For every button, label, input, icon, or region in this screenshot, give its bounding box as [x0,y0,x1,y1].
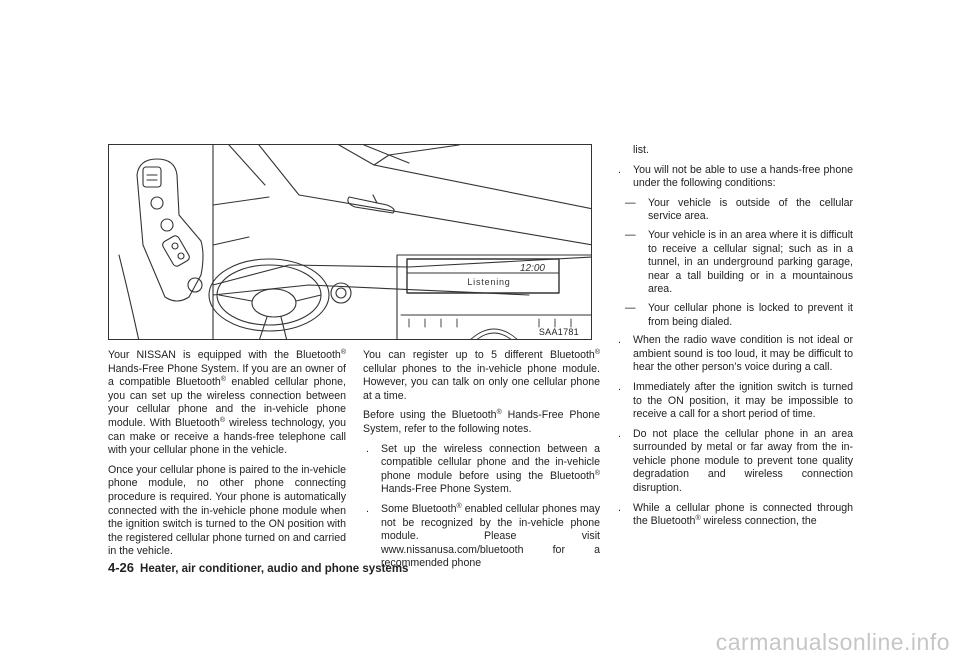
figure-code: SAA1781 [538,327,579,337]
section-title: Heater, air conditioner, audio and phone systems [140,563,409,575]
dashboard-illustration [109,145,592,340]
illustration-figure [108,144,592,340]
list-item: . When the radio wave condition is not ideal or ambient sound is too loud, it may be difficult to hear the other person’s voice during a call. [618,334,853,374]
sub-list-item: — Your vehicle is in an area where it is difficult to receive a cellular signal; such as in a tunnel, in an underground parking garage, near a tall building or in a mountainous area. [625,228,853,296]
list-item: . While a cellular phone is connected through the Bluetooth® wireless connection, the [618,501,853,528]
register-paragraph: You can register up to 5 different Bluetooth® cellular phones to the in-vehicle phone module. However, you can talk on only one cellular phone at a time. [363,349,600,402]
list-item: . Do not place the cellular phone in an area surrounded by metal or far away from the in-vehicle phone module to prevent tone quality degradation and wireless connection disruption. [618,427,853,495]
text-column-1 [108,349,346,565]
page-number: 4-26 [108,560,135,575]
list-item: . You will not be able to use a hands-free phone under the following conditions: [618,163,853,190]
intro-paragraph: Your NISSAN is equipped with the Bluetooth® Hands-Free Phone System. If you are an owner of a compatible Bluetooth® enabled cellular phone, you can set up the wireless connection between your cellular phone and the in-vehicle phone module. With Bluetooth® wireless technology, you can make or receive a hands-free telephone call with your cellular phone in the vehicle. [108,349,347,457]
display-clock: 12:00 [519,263,545,274]
text-column-2 [363,349,600,577]
page-footer [108,560,408,575]
notes-intro-paragraph: Before using the Bluetooth® Hands-Free Phone System, refer to the following notes. [363,409,601,435]
list-item: . Some Bluetooth® enabled cellular phones may not be recognized by the in-vehicle phone module. Please visit www.nissanusa.com/bluetooth for a recommended phone [366,502,600,570]
watermark: carmanualsonline.info [715,629,950,655]
text-column-3 [615,144,853,535]
sub-list-item: — Your cellular phone is locked to prevent it from being dialed. [625,301,853,328]
pairing-paragraph: Once your cellular phone is paired to the in-vehicle phone module, no other phone connecting procedure is required. Your phone is automatically connected with the in-vehicle phone module when the ignition switch is turned to the ON position with the registered cellular phone turned on and carried in the vehicle. [108,463,346,558]
list-item: . Set up the wireless connection between a compatible cellular phone and the in-vehicle phone module before using the Bluetooth® Hands-Free Phone System. [366,442,600,496]
sub-list-item: — Your vehicle is outside of the cellular service area. [625,196,853,223]
display-status: Listening [467,277,511,287]
list-item: . Immediately after the ignition switch is turned to the ON position, it may be impossible to receive a call for a short period of time. [618,380,853,421]
continued-text: list. [633,144,649,156]
